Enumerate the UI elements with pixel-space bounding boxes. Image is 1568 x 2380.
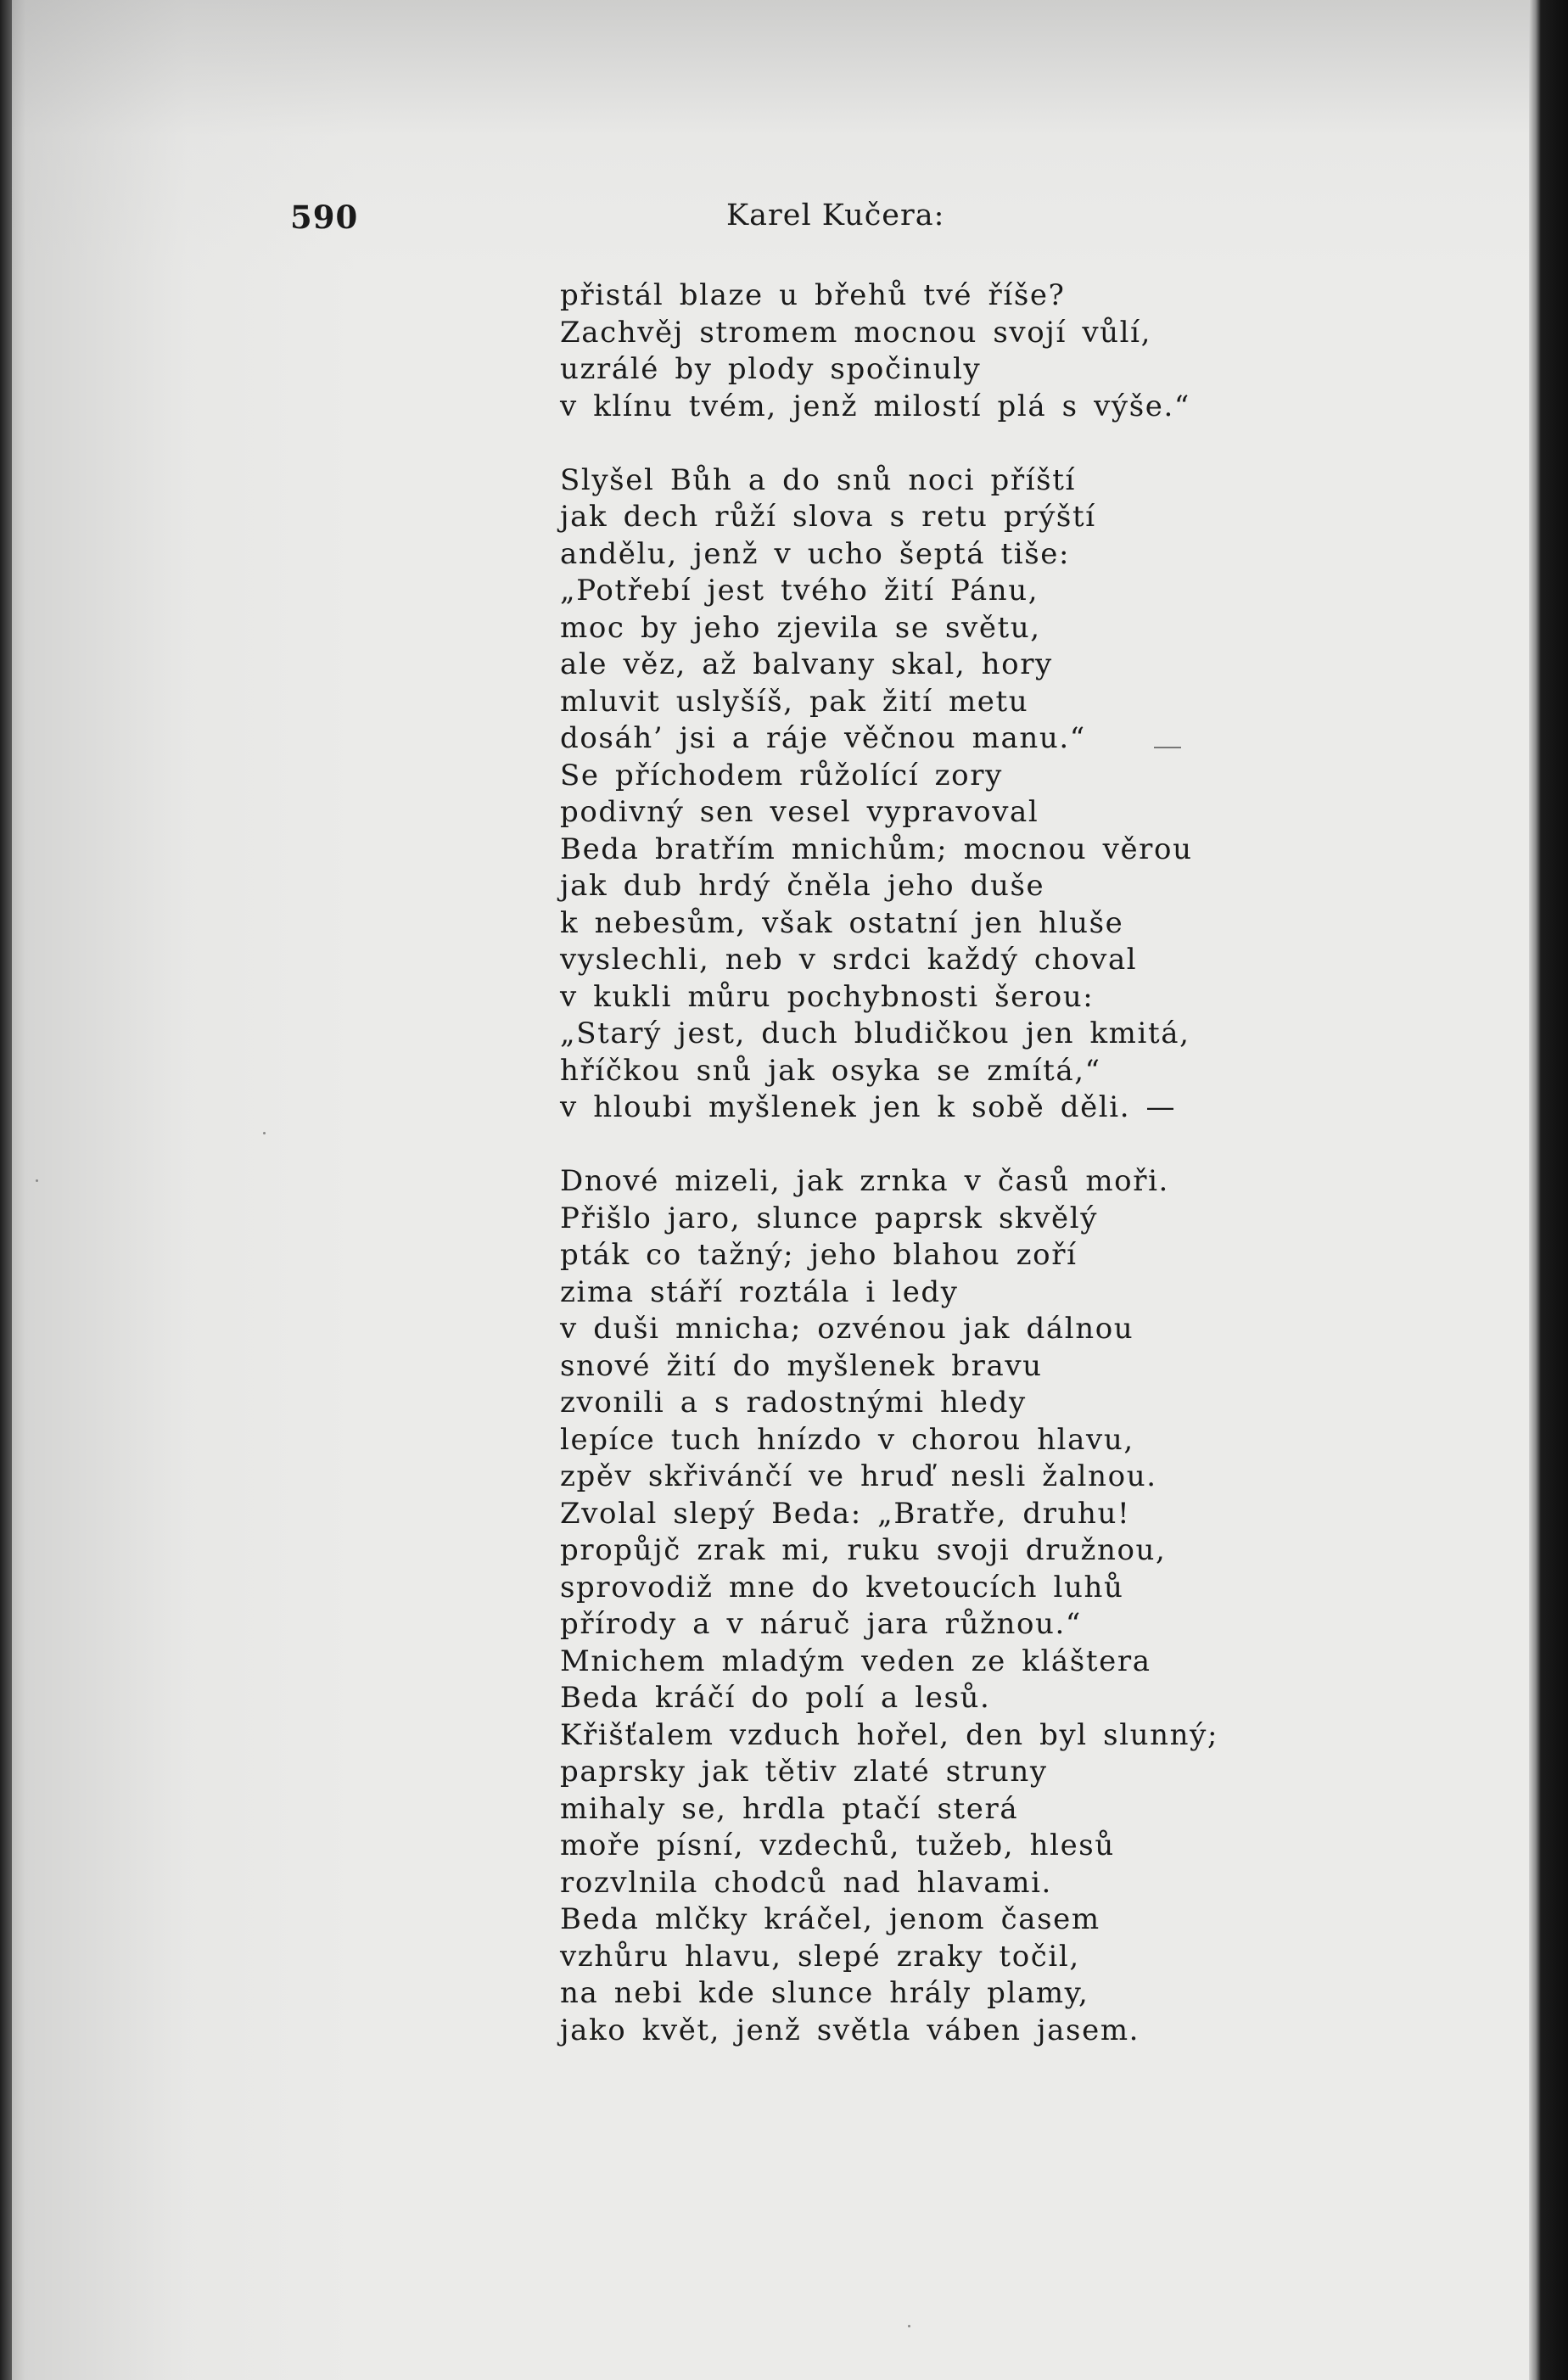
scan-speck [36,1179,38,1182]
stanza [560,1163,1527,2049]
poem-line: vyslechli, neb v srdci každý choval [560,943,1138,977]
poem-line: vzhůru hlavu, slepé zraky točil, [560,1939,1080,1974]
poem-line: k nebesům, však ostatní jen hluše [560,905,1124,940]
poem-line: Beda kráčí do polí a lesů. [560,1681,991,1715]
poem-line: moc by jeho zjevila se světu, [560,610,1041,645]
poem-line: na nebi kde slunce hrály plamy, [560,1976,1089,2010]
poem-line: mluvit uslyšíš, pak žití metu [560,684,1029,719]
scan-speck [263,1132,266,1134]
page-left-shadow [0,0,12,2380]
poem-line: mihaly se, hrdla ptačí sterá [560,1791,1019,1826]
poem-line: Zvolal slepý Beda: „Bratře, druhu! [560,1496,1131,1531]
poem-line: zpěv skřivánčí ve hruď nesli žalnou. [560,1459,1157,1493]
poem-line: Přišlo jaro, slunce paprsk skvělý [560,1201,1099,1235]
poem-line: jak dech růží slova s retu prýští [560,500,1096,534]
page-right-shadow [1529,0,1568,2380]
poem-line: rozvlnila chodců nad hlavami. [560,1865,1052,1900]
poem-line: jak dub hrdý čněla jeho duše [560,869,1045,903]
scan-speck [908,2325,910,2327]
poem-line: dosáh’ jsi a ráje věčnou manu.“ [560,721,1086,755]
poem-line: „Starý jest, duch bludičkou jen kmitá, [560,1016,1190,1050]
poem-line: ale věz, až balvany skal, hory [560,647,1053,681]
poem-line: snové žití do myšlenek bravu [560,1348,1043,1383]
poem-line: zima stáří roztála i ledy [560,1274,959,1309]
stanza [560,277,1527,425]
poem-line: uzrálé by plody spočinuly [560,352,982,386]
poem-line: podivný sen vesel vypravoval [560,795,1039,829]
poem-line: přírody a v náruč jara růžnou.“ [560,1607,1082,1641]
poem-line: Dnové mizeli, jak zrnka v časů moři. [560,1164,1169,1198]
poem-line: v hloubi myšlenek jen k sobě děli. — [560,1090,1177,1124]
poem-line: jako květ, jenž světla váben jasem. [560,2013,1140,2047]
page-number: 590 [290,199,359,236]
running-head: Karel Kučera: [726,199,945,232]
poem-line: zvonili a s radostnými hledy [560,1386,1027,1420]
poem-line: paprsky jak tětiv zlaté struny [560,1755,1048,1789]
poem-line: Mnichem mladým veden ze kláštera [560,1644,1151,1678]
poem-line: „Potřebí jest tvého žití Pánu, [560,574,1039,608]
poem-line: v klínu tvém, jenž milostí plá s výše.“ [560,389,1190,423]
poem-line: Křišťalem vzduch hořel, den byl slunný; [560,1717,1219,1752]
poem-line: v kukli můru pochybnosti šerou: [560,979,1095,1014]
poem-line: propůjč zrak mi, ruku svoji družnou, [560,1533,1167,1567]
poem-line: Beda mlčky kráčel, jenom časem [560,1902,1100,1936]
poem-line: Se příchodem růžolící zory [560,758,1003,792]
poem-line: Slyšel Bůh a do snů noci příští [560,462,1076,497]
poem-line: andělu, jenž v ucho šeptá tiše: [560,536,1071,571]
poem-line: sprovodiž mne do kvetoucích luhů [560,1570,1124,1604]
poem-body [560,277,1527,2049]
poem-line: Zachvěj stromem mocnou svojí vůlí, [560,315,1151,350]
poem-line: hříčkou snů jak osyka se zmítá,“ [560,1053,1101,1088]
stanza [560,462,1527,1127]
poem-line: přistál blaze u břehů tvé říše? [560,278,1066,312]
poem-line: moře písní, vzdechů, tužeb, hlesů [560,1828,1115,1862]
poem-line: Beda bratřím mnichům; mocnou věrou [560,832,1193,866]
poem-line: v duši mnicha; ozvénou jak dálnou [560,1312,1134,1346]
poem-line: pták co tažný; jeho blahou zoří [560,1238,1078,1272]
poem-line: lepíce tuch hnízdo v chorou hlavu, [560,1422,1134,1457]
